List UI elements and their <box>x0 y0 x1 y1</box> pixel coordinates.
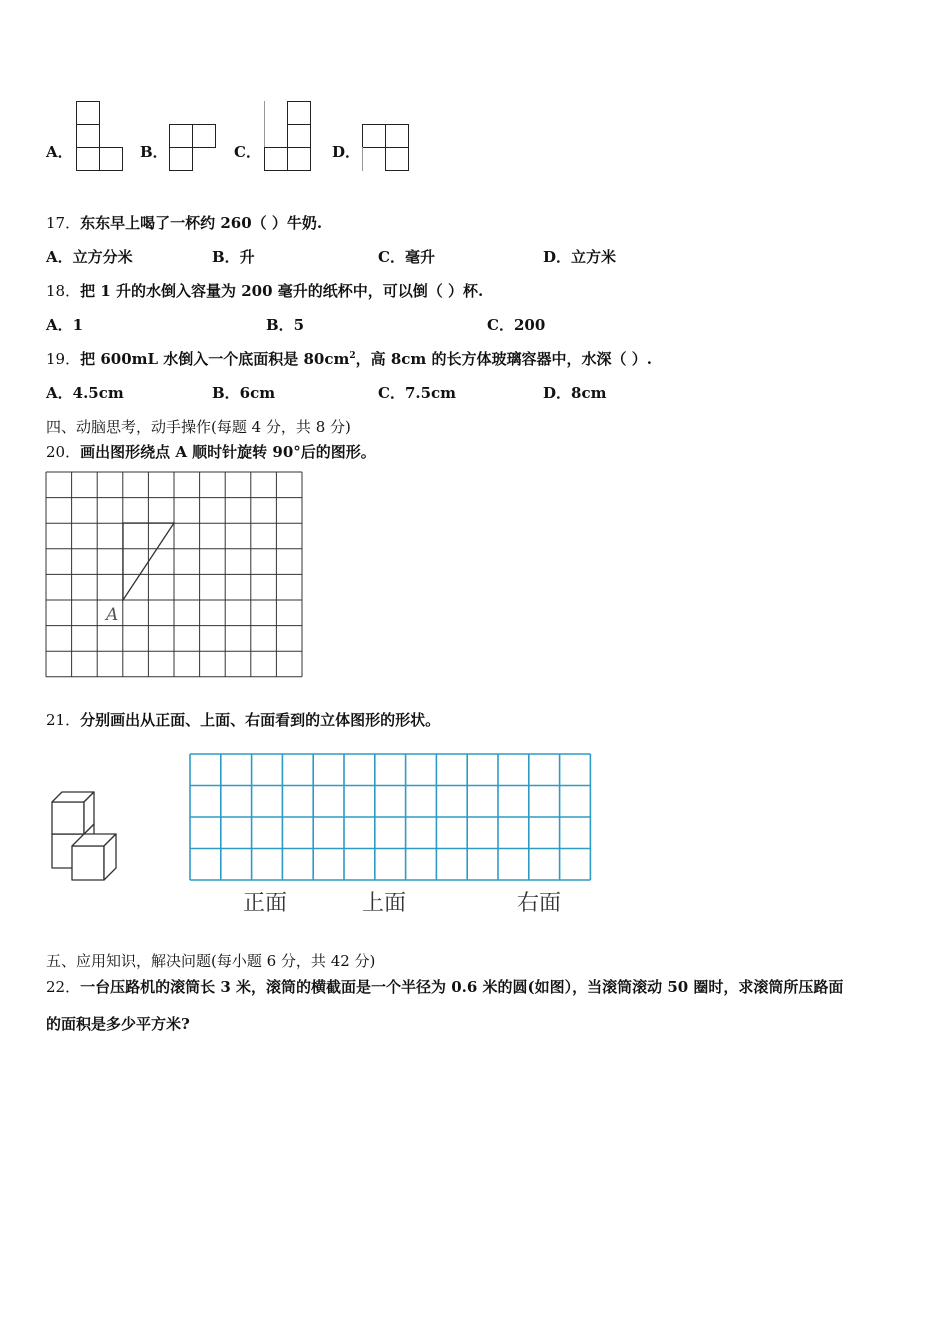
q19-text-before: 把 600mL 水倒入一个底面积是 80cm <box>80 350 350 368</box>
q19-text-after: ，高 8cm 的长方体玻璃容器中，水深（ ）. <box>355 350 652 368</box>
q20-text: 画出图形绕点 A 顺时针旋转 90°后的图形。 <box>80 443 376 461</box>
q19-option-a[interactable]: A．4.5cm <box>46 384 124 402</box>
section-5-title: 五、应用知识，解决问题(每小题 6 分，共 42 分) <box>46 952 376 970</box>
q19-option-c[interactable]: C．7.5cm <box>378 384 457 402</box>
q18-number: 18． <box>46 282 81 300</box>
q20-point-a-label: A <box>106 605 119 625</box>
q20-number: 20． <box>46 443 81 461</box>
q17-number: 17． <box>46 214 81 232</box>
q17-text: 东东早上喝了一杯约 260（ ）牛奶. <box>80 214 323 232</box>
q22-line1: 一台压路机的滚筒长 3 米，滚筒的横截面是一个半径为 0.6 米的圆(如图），当滚筒滚动 50 圈时，求滚筒所压路面 <box>80 978 844 996</box>
q22-number: 22． <box>46 978 81 996</box>
section-4-title: 四、动脑思考，动手操作(每题 4 分，共 8 分) <box>46 418 351 436</box>
q16-option-d-letter: D． <box>332 143 361 161</box>
q21-cube-solid <box>46 788 132 884</box>
q19-number: 19． <box>46 350 81 368</box>
question-21 <box>46 709 440 730</box>
q21-label-front: 正面 <box>243 890 288 915</box>
question-18 <box>46 280 483 301</box>
question-20 <box>46 441 376 462</box>
q16-option-b-letter: B． <box>140 143 168 161</box>
q19-option-b[interactable]: B．6cm <box>212 384 276 402</box>
q18-option-c[interactable]: C．200 <box>487 316 546 334</box>
q16-option-b-figure <box>169 124 217 171</box>
q18-option-b[interactable]: B．5 <box>266 316 305 334</box>
question-22 <box>46 976 843 997</box>
question-17 <box>46 212 322 233</box>
q16-option-d-figure <box>362 124 410 171</box>
q16-option-a-figure <box>76 101 124 171</box>
q18-option-a[interactable]: A．1 <box>46 316 84 334</box>
q19-option-d[interactable]: D．8cm <box>543 384 607 402</box>
q21-number: 21． <box>46 711 81 729</box>
q20-rotation-grid <box>44 470 306 680</box>
q21-label-top: 上面 <box>362 890 407 915</box>
q16-option-a-letter: A． <box>46 143 73 161</box>
q21-label-right: 右面 <box>517 890 562 915</box>
question-19 <box>46 348 652 369</box>
q17-option-b[interactable]: B．升 <box>212 248 255 266</box>
q20-grid-lines <box>46 472 302 677</box>
q16-option-c-figure <box>264 101 312 171</box>
q18-text: 把 1 升的水倒入容量为 200 毫升的纸杯中，可以倒（ ）杯. <box>80 282 484 300</box>
q19-superscript: 2 <box>349 351 356 361</box>
q17-option-d[interactable]: D．立方米 <box>543 248 617 266</box>
q17-option-a[interactable]: A．立方分米 <box>46 248 133 266</box>
q17-option-c[interactable]: C．毫升 <box>378 248 435 266</box>
q16-option-c-letter: C． <box>234 143 261 161</box>
q21-text: 分别画出从正面、上面、右面看到的立体图形的形状。 <box>80 711 441 729</box>
q21-answer-grid <box>188 752 594 884</box>
q22-line2: 的面积是多少平方米? <box>46 1015 190 1033</box>
q21-grid-lines <box>190 754 590 880</box>
